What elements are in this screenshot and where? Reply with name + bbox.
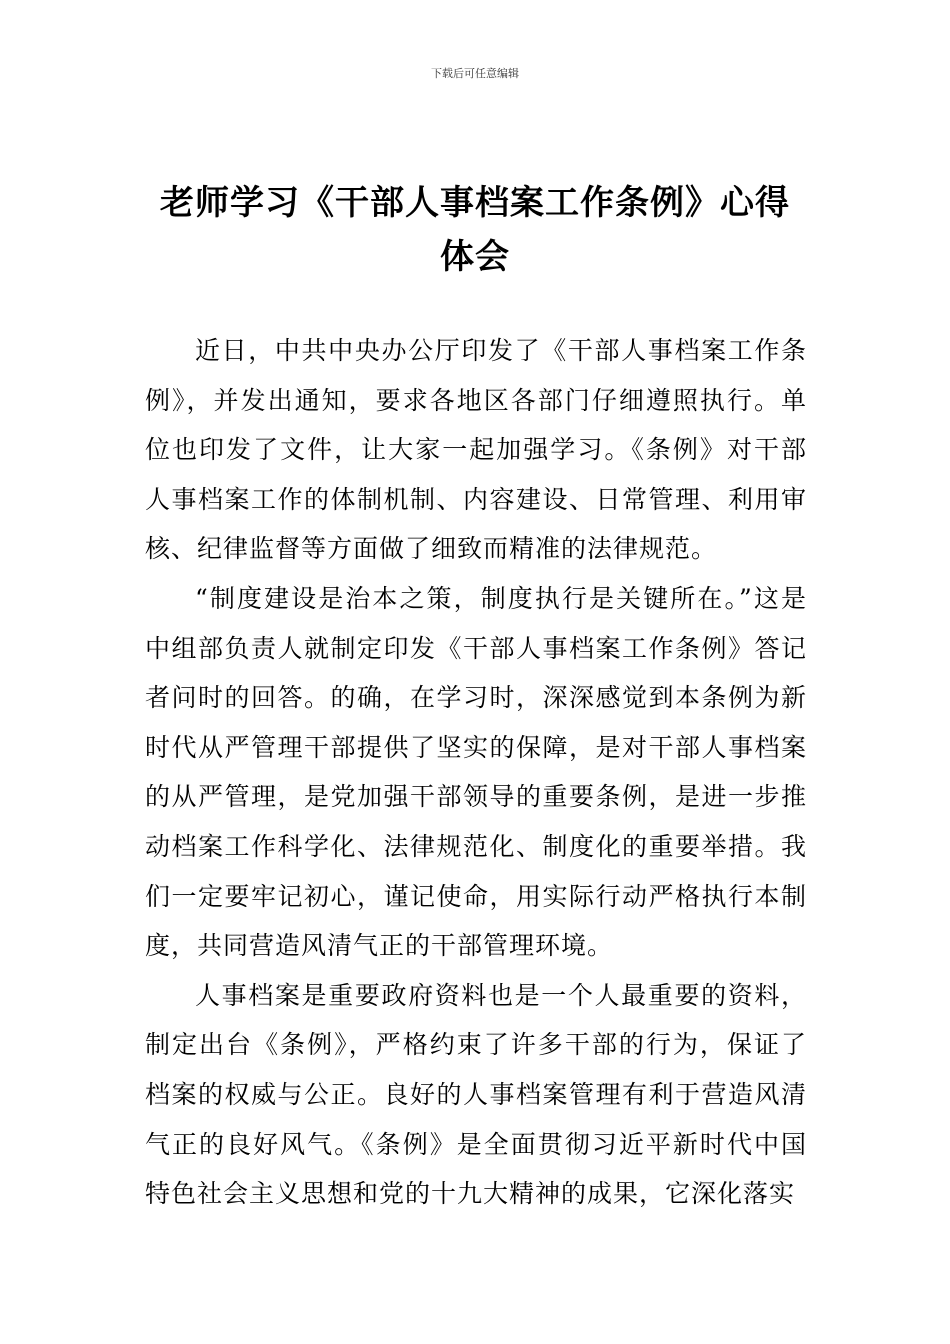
paragraph-2: “制度建设是治本之策，制度执行是关键所在。”这是中组部负责人就制定印发《干部人事档案工作条例》答记者问时的回答。的确，在学习时，深深感觉到本条例为新时代从严管理干部提供了坚实的保障，是对干部人事档案的从严管理，是党加强干部领导的重要条例，是进一步推动档案工作科学化、法律规范化、制度化的重要举措。我们一定要牢记初心，谨记使命，用实际行动严格执行本制度，共同营造风清气正的干部管理环境。 bbox=[145, 583, 807, 961]
document-title-line-1: 老师学习《干部人事档案工作条例》心得 bbox=[160, 183, 790, 223]
document-body bbox=[145, 326, 807, 1219]
document-title-line-2: 体会 bbox=[440, 237, 510, 277]
document-title bbox=[140, 176, 810, 284]
header-note: 下载后可任意编辑 bbox=[431, 67, 519, 80]
paragraph-3: 人事档案是重要政府资料也是一个人最重要的资料，制定出台《条例》，严格约束了许多干部的行为，保证了档案的权威与公正。良好的人事档案管理有利于营造风清气正的良好风气。《条例》是全面贯彻习近平新时代中国特色社会主义思想和党的十九大精神的成果，它深化落实 bbox=[145, 980, 807, 1209]
paragraph-1: 近日，中共中央办公厅印发了《干部人事档案工作条例》，并发出通知，要求各地区各部门仔细遵照执行。单位也印发了文件，让大家一起加强学习。《条例》对干部人事档案工作的体制机制、内容建设、日常管理、利用审核、纪律监督等方面做了细致而精准的法律规范。 bbox=[145, 336, 807, 564]
